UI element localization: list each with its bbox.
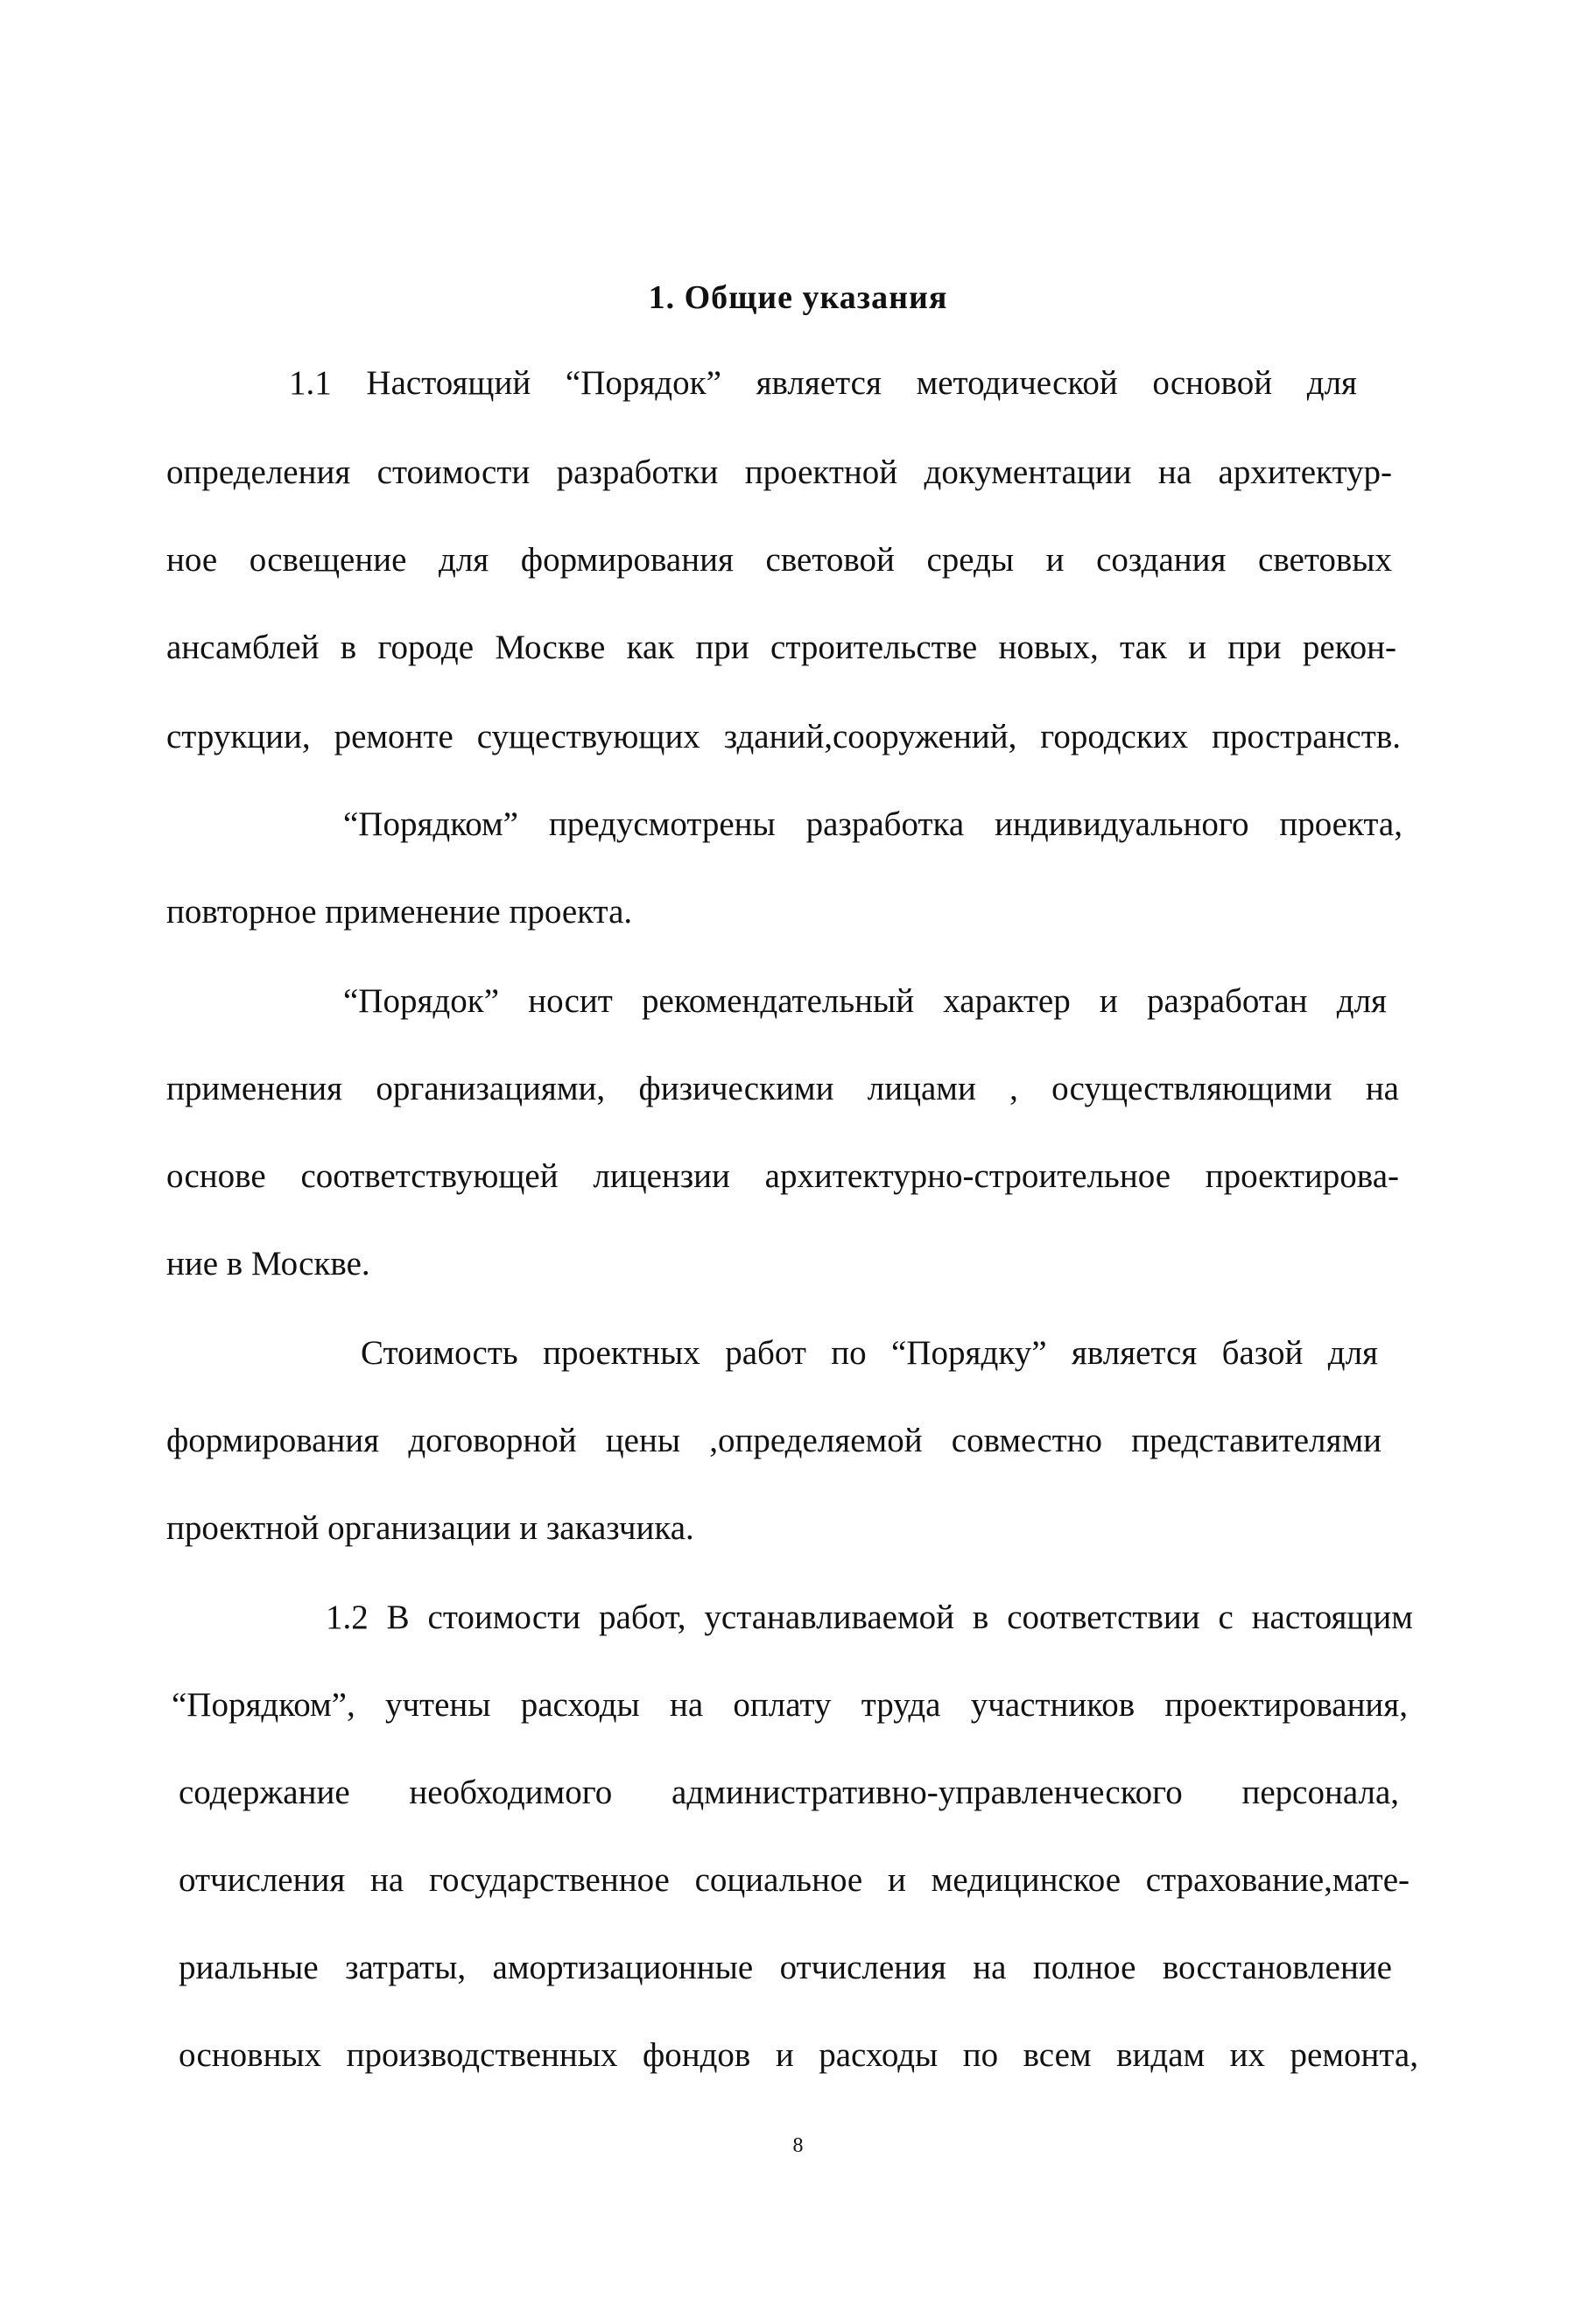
text-line: “Порядком” предусмотрены разработка индивидуального проекта, [343,807,1403,843]
text-line: формирования договорной цены ,определяемой совместно представителями [166,1423,1382,1459]
text-line: 1.2 В стоимости работ, устанавливаемой в соответствии с настоящим [326,1600,1413,1636]
text-line: струкции, ремонте существующих зданий,сооружений, городских пространств. [166,720,1401,755]
text-line: “Порядок” носит рекомендательный характер и разработан для [343,984,1387,1020]
text-line: отчисления на государственное социальное и медицинское страхование,мате- [179,1863,1410,1899]
text-line: основе соответствующей лицензии архитектурно-строительное проектирова- [166,1159,1399,1195]
text-line: применения организациями, физическими лицами , осуществляющими на [166,1072,1399,1107]
text-line: основных производственных фондов и расходы по всем видам их ремонта, [179,2038,1418,2074]
text-line: ансамблей в городе Москве как при строительстве новых, так и при рекон- [166,630,1396,666]
page-number: 8 [792,2134,804,2157]
section-heading: 1. Общие указания [648,279,948,316]
text-line: 1.1 Настоящий “Порядок” является методической основой для [289,366,1357,402]
text-line: риальные затраты, амортизационные отчисления на полное восстановление [179,1950,1392,1986]
text-line: Стоимость проектных работ по “Порядку” является базой для [361,1336,1378,1372]
text-line: определения стоимости разработки проектной документации на архитектур- [166,455,1392,491]
text-line: ное освещение для формирования световой среды и создания световых [166,543,1392,579]
text-line: проектной организации и заказчика. [166,1509,694,1547]
text-line: повторное применение проекта. [166,893,633,931]
text-line: “Порядком”, учтены расходы на оплату труда участников проектирования, [172,1688,1408,1724]
text-line: содержание необходимого административно-управленческого персонала, [179,1775,1399,1811]
text-line: ние в Москве. [166,1245,370,1282]
